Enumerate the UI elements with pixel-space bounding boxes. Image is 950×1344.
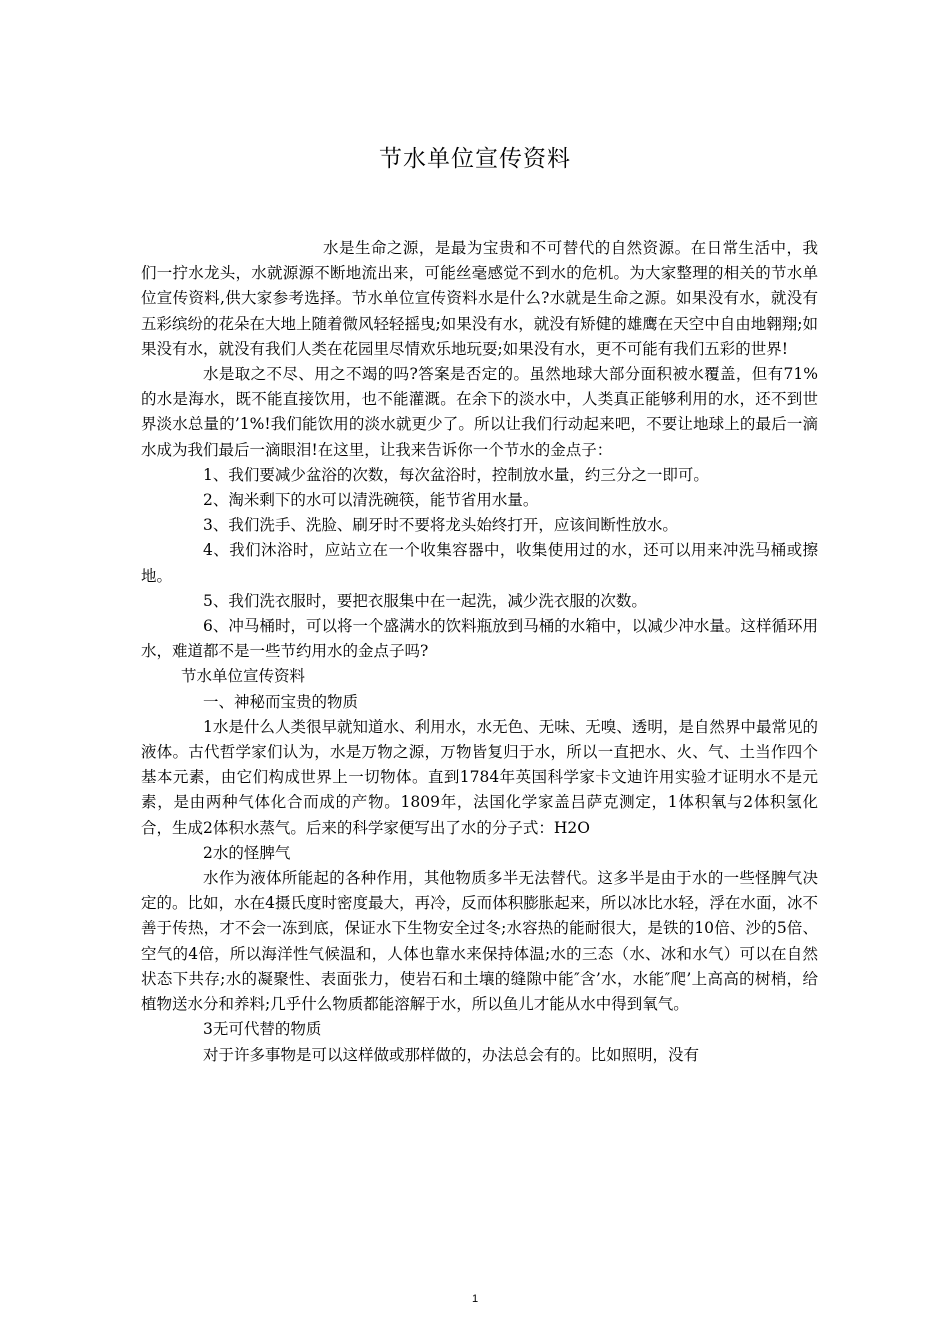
- tip-item-3: 3、我们洗手、洗脸、刷牙时不要将龙头始终打开，应该间断性放水。: [203, 516, 678, 535]
- document-body: [141, 236, 818, 1068]
- tip-item-1: 1、我们要减少盆浴的次数，每次盆浴时，控制放水量，约三分之一即可。: [203, 465, 709, 484]
- paragraph-irreplaceable: 对于许多事物是可以这样做或那样做的，办法总会有的。比如照明，没有: [203, 1045, 700, 1064]
- tip-item-6: 6、冲马桶时，可以将一个盛满水的饮料瓶放到马桶的水箱中，以减少冲水量。这样循环用水，难道都不是一些节约用水的金点子吗?: [141, 617, 818, 661]
- tip-item-4: 4、我们沐浴时，应站立在一个收集容器中，收集使用过的水，还可以用来冲洗马桶或擦地。: [141, 541, 818, 585]
- paragraph-what-is-water: 1水是什么人类很早就知道水、利用水，水无色、无味、无嗅、透明，是自然界中最常见的液体。古代哲学家们认为，水是万物之源，万物皆复归于水，所以一直把水、火、气、土当作四个基本元素，由它们构成世界上一切物体。直到1784年英国科学家卡文迪许用实验才证明水不是元素，是由两种气体化合而成的产物。1809年，法国化学家盖吕萨克测定，1体积氧与2体积氢化合，生成2体积水蒸气。后来的科学家便写出了水的分子式：H2O: [141, 717, 818, 837]
- subsection-heading-3: 3无可代替的物质: [203, 1020, 322, 1039]
- page-number: 1: [471, 1293, 479, 1305]
- tip-item-5: 5、我们洗衣服时，要把衣服集中在一起洗，减少洗衣服的次数。: [203, 591, 647, 610]
- paragraph-intro: 水是生命之源，是最为宝贵和不可替代的自然资源。在日常生活中，我们一拧水龙头，水就源源不断地流出来，可能丝毫感觉不到水的危机。为大家整理的相关的节水单位宣传资料,供大家参考选择。节水单位宣传资料水是什么?水就是生命之源。如果没有水，就没有五彩缤纷的花朵在大地上随着微风轻轻摇曳;如果没有水，就没有矫健的雄鹰在天空中自由地翱翔;如果没有水，就没有我们人类在花园里尽情欢乐地玩耍;如果没有水，更不可能有我们五彩的世界!: [141, 239, 818, 358]
- subsection-heading-1: 一、神秘而宝贵的物质: [203, 692, 359, 711]
- paragraph-freshwater: 水是取之不尽、用之不竭的吗?答案是否定的。虽然地球大部分面积被水覆盖，但有71%的水是海水，既不能直接饮用，也不能灌溉。在余下的淡水中，人类真正能够利用的水，还不到世界淡水总量的’1%!我们能饮用的淡水就更少了。所以让我们行动起来吧，不要让地球上的最后一滴水成为我们最后一滴眼泪!在这里，让我来告诉你一个节水的金点子：: [141, 365, 818, 459]
- section-heading: 节水单位宣传资料: [181, 667, 306, 686]
- document-title: 节水单位宣传资料: [379, 146, 571, 172]
- tip-item-2: 2、淘米剩下的水可以清洗碗筷，能节省用水量。: [203, 491, 539, 510]
- paragraph-water-temper: 水作为液体所能起的各种作用，其他物质多半无法替代。这多半是由于水的一些怪脾气决定的。比如，水在4摄氏度时密度最大，再冷，反而体积膨胀起来，所以冰比水轻，浮在水面，冰不善于传热，才不会一冻到底，保证水下生物安全过冬;水容热的能耐很大，是铁的10倍、沙的5倍、空气的4倍，所以海洋性气候温和，人体也靠水来保持体温;水的三态（水、冰和水气）可以在自然状态下共存;水的凝聚性、表面张力，使岩石和土壤的缝隙中能″含’水，水能″爬’上高高的树梢，给植物送水分和养料;几乎什么物质都能溶解于水，所以鱼儿才能从水中得到氧气。: [141, 869, 818, 1014]
- subsection-heading-2: 2水的怪脾气: [203, 843, 291, 862]
